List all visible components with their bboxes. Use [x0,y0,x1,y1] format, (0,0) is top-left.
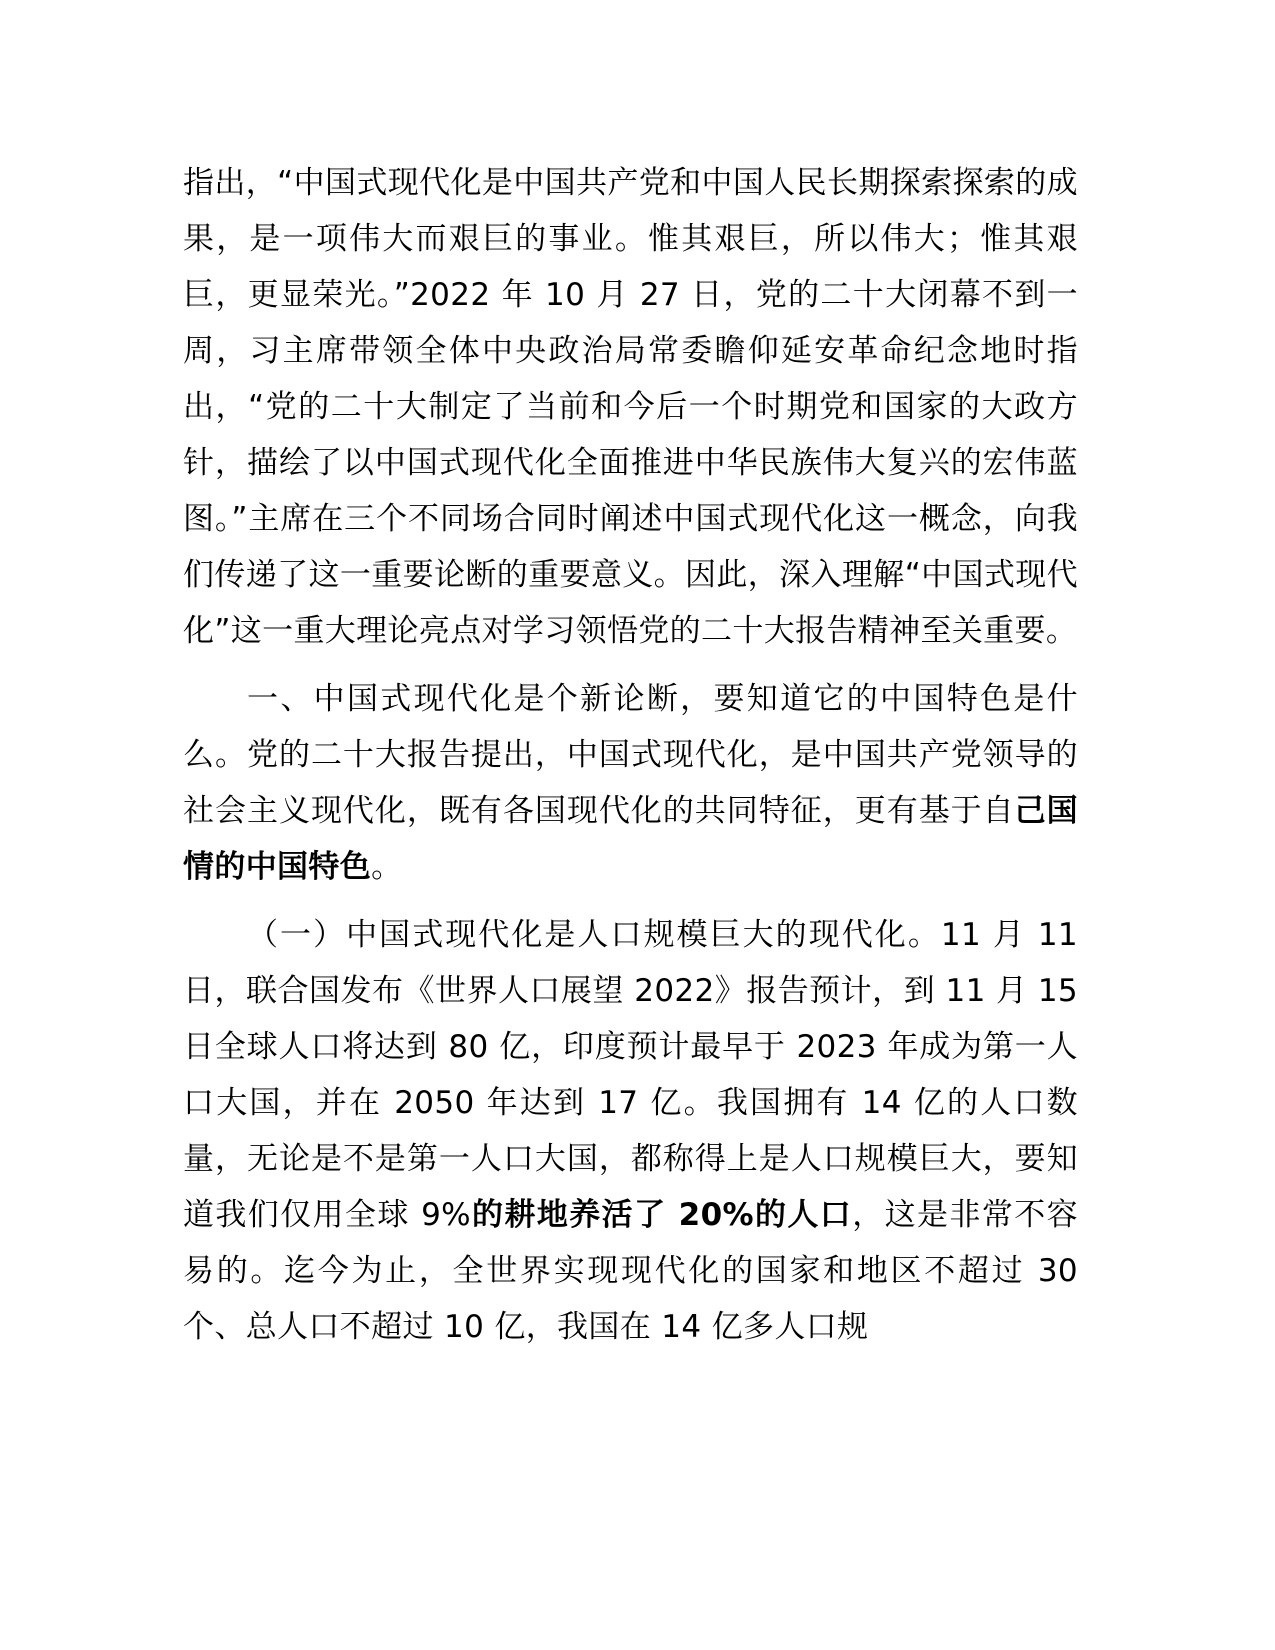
paragraph-section-one [183,671,1078,895]
paragraph-subsection-one [183,907,1078,1355]
paragraph-subsection-one-bold: 的耕地养活了 20%的人口 [470,1197,853,1233]
document-body [183,155,1078,1355]
paragraph-section-one-text: 一、中国式现代化是个新论断，要知道它的中国特色是什么。党的二十大报告提出，中国式现代化，是中国共产党领导的社会主义现代化，既有各国现代化的共同特征，更有基于自 [183,681,1078,829]
paragraph-section-one-end: 。 [371,849,403,885]
paragraph-intro: 指出，“中国式现代化是中国共产党和中国人民长期探索探索的成果，是一项伟大而艰巨的事业。惟其艰巨，所以伟大；惟其艰巨，更显荣光。”2022 年 10 月 27 日，党的二十大闭幕不到一周，习主席带领全体中央政治局常委瞻仰延安革命纪念地时指出，“党的二十大制定了当前和今后一个时期党和国家的大政方针，描绘了以中国式现代化全面推进中华民族伟大复兴的宏伟蓝图。”主席在三个不同场合同时阐述中国式现代化这一概念，向我们传递了这一重要论断的重要意义。因此，深入理解“中国式现代化”这一重大理论亮点对学习领悟党的二十大报告精神至关重要。 [183,165,1078,649]
paragraph-subsection-one-text: （一）中国式现代化是人口规模巨大的现代化。11 月 11 日，联合国发布《世界人口展望 2022》报告预计，到 11 月 15 日全球人口将达到 80 亿，印度预计最早于 2023 年成为第一人口大国，并在 2050 年达到 17 亿。我国拥有 14 亿的人口数量，无论是不是第一人口大国，都称得上是人口规模巨大，要知道我们仅用全球 9% [183,917,1078,1233]
paragraph-subsection-one-end: ，这是非常不容易的。迄今为止，全世界实现现代化的国家和地区不超过 30 个、总人口不超过 10 亿，我国在 14 亿多人口规 [183,1197,1078,1345]
paragraph-section-one-bold: 己国情的中国特色 [183,793,1078,885]
